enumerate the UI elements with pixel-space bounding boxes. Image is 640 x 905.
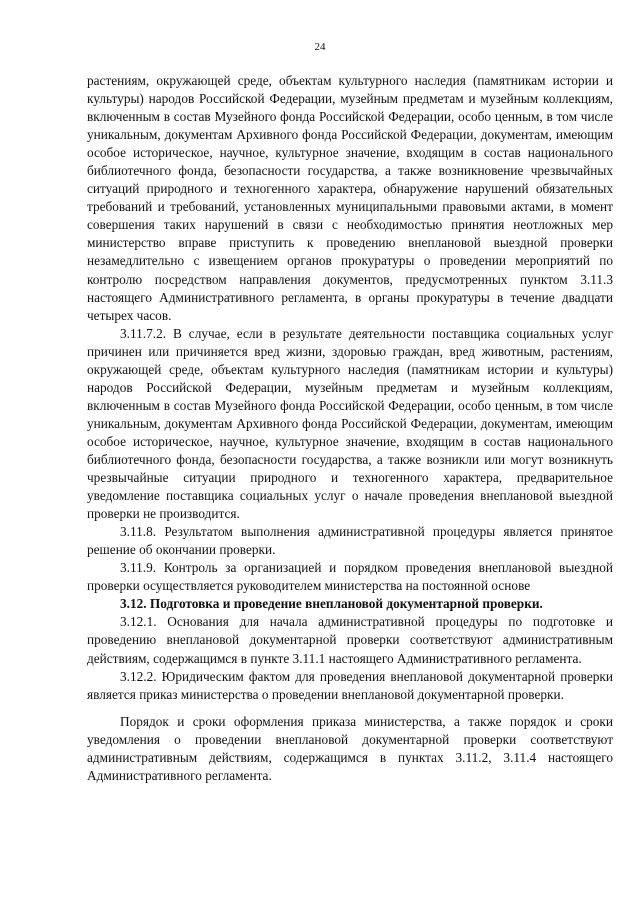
document-body	[87, 72, 613, 785]
paragraph-3-11-8: 3.11.8. Результатом выполнения административной процедуры является принятое решение об окончании проверки.	[87, 524, 613, 558]
page-number: 24	[314, 41, 326, 53]
paragraph-3-12-1: 3.12.1. Основания для начала административной процедуры по подготовке и проведению внеплановой документарной проверки соответствуют административным действиям, содержащимся в пункте 3.11.1 настоящего Административного регламента.	[87, 614, 613, 666]
paragraph-3-12-2: 3.12.2. Юридическим фактом для проведения внеплановой документарной проверки является приказ министерства о проведении внеплановой документарной проверки.	[87, 668, 613, 702]
paragraph-order-procedure: Порядок и сроки оформления приказа министерства, а также порядок и сроки уведомления о проведении внеплановой документарной проверки соответствуют административным действиям, содержащимся в пунктах 3.11.2, 3.11.4 настоящего Административного регламента.	[87, 713, 613, 783]
paragraph-3-11-7-2: 3.11.7.2. В случае, если в результате деятельности поставщика социальных услуг причинен или причиняется вред жизни, здоровью граждан, вред животным, растениям, окружающей среде, объектам культурного наследия (памятникам истории и культуры) народов Российской Федерации, музейным предметам и музейным коллекциям, включенным в состав Музейного фонда Российской Федерации, особо ценным, в том числе уникальным, документам Архивного фонда Российской Федерации, документам, имеющим особое историческое, научное, культурное значение, входящим в состав национального библиотечного фонда, безопасности государства, а также возникли или могут возникнуть чрезвычайные ситуации природного и техногенного характера, предварительное уведомление поставщика социальных услуг о начале проведения внеплановой выездной проверки не производится.	[87, 325, 613, 522]
paragraph-3-11-9: 3.11.9. Контроль за организацией и порядком проведения внеплановой выездной проверки осуществляется руководителем министерства на постоянной основе	[87, 560, 613, 594]
paragraph-continuation: растениям, окружающей среде, объектам культурного наследия (памятникам истории и культуры) народов Российской Федерации, музейным предметам и музейным коллекциям, включенным в состав Музейного фонда Российской Федерации, особо ценным, в том числе уникальным, документам Архивного фонда Российской Федерации, документам, имеющим особое историческое, научное, культурное значение, входящим в состав национального библиотечного фонда, безопасности государства, а также возникновение чрезвычайных ситуаций природного и техногенного характера, обнаружение нарушений обязательных требований и требований, установленных муниципальными правовыми актами, в момент совершения таких нарушений в связи с необходимостью принятия неотложных мер министерство вправе приступить к проведению внеплановой выездной проверки незамедлительно с извещением органов прокуратуры о проведении мероприятий по контролю посредством направления документов, предусмотренных пунктом 3.11.3 настоящего Административного регламента, в органы прокуратуры в течение двадцати четырех часов.	[87, 73, 613, 323]
section-heading-3-12: 3.12. Подготовка и проведение внеплановой документарной проверки.	[120, 596, 543, 612]
